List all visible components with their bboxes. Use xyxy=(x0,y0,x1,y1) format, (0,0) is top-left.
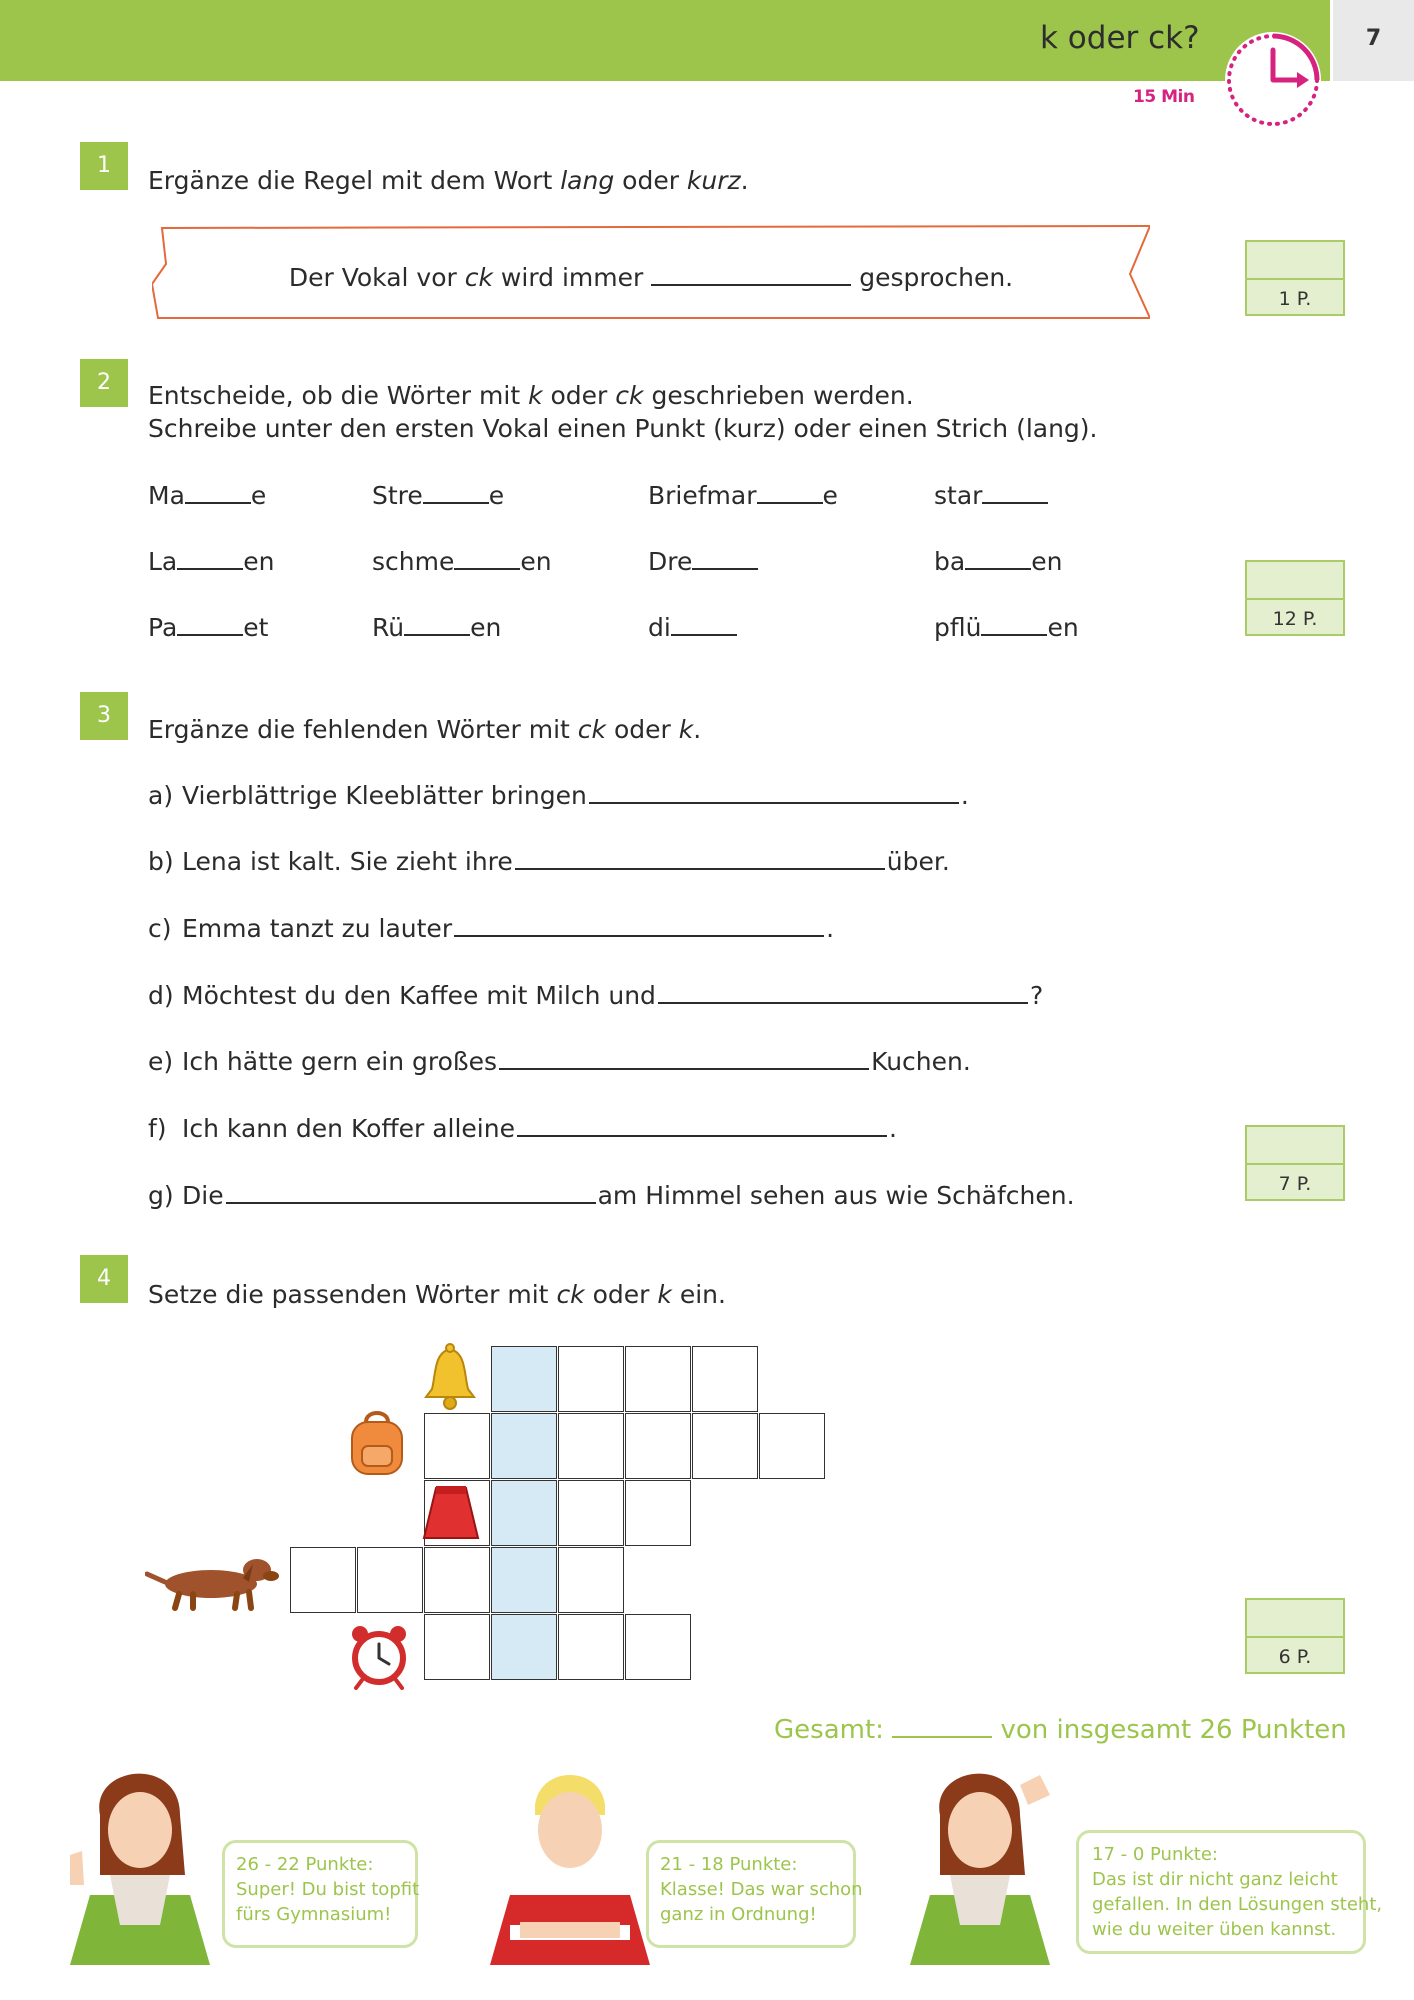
word-suffix: e xyxy=(250,481,267,510)
word-prefix: Stre xyxy=(372,481,423,510)
crossword-cell[interactable] xyxy=(558,1346,624,1412)
task-1-instruction: Ergänze die Regel mit dem Wort lang oder kurz. xyxy=(148,166,749,195)
task-3-instruction: Ergänze die fehlenden Wörter mit ck oder k. xyxy=(148,715,702,744)
word-suffix: en xyxy=(470,613,502,642)
rule-text: Der Vokal vor ck wird immer gesprochen. xyxy=(288,263,1014,292)
crossword-cell-solution[interactable] xyxy=(491,1413,557,1479)
crossword-cell[interactable] xyxy=(290,1547,356,1613)
sentence-label: a) xyxy=(148,781,174,810)
sentence-blank[interactable] xyxy=(515,846,885,870)
task-2-points-box[interactable] xyxy=(1245,560,1345,636)
girl-thinking-figure xyxy=(900,1755,1060,1965)
crossword-cell[interactable] xyxy=(424,1614,490,1680)
sentence-text: Ich kann den Koffer alleine xyxy=(182,1114,515,1143)
crossword-cell[interactable] xyxy=(558,1547,624,1613)
word-blank[interactable] xyxy=(177,546,243,570)
task-3-number: 3 xyxy=(80,692,128,740)
word-item xyxy=(372,612,501,642)
sentence-text: Lena ist kalt. Sie zieht ihre xyxy=(182,847,513,876)
word-item xyxy=(648,612,737,642)
crossword-cell[interactable] xyxy=(625,1614,691,1680)
sentence-label: c) xyxy=(148,914,172,943)
alarm-clock-icon xyxy=(334,1620,424,1690)
task-4-instruction: Setze die passenden Wörter mit ck oder k ein. xyxy=(148,1280,726,1309)
total-score-line: Gesamt: von insgesamt 26 Punkten xyxy=(774,1715,1347,1745)
page-title: k oder ck? xyxy=(1040,20,1200,56)
word-blank[interactable] xyxy=(981,612,1047,636)
task-2-instruction-line2: Schreibe unter den ersten Vokal einen Punkt (kurz) oder einen Strich (lang). xyxy=(148,414,1098,443)
task-4-number: 4 xyxy=(80,1255,128,1303)
crossword-cell[interactable] xyxy=(625,1480,691,1546)
crossword-cell-solution[interactable] xyxy=(491,1480,557,1546)
task-1-points: 1 P. xyxy=(1278,288,1312,310)
sentence-item xyxy=(148,846,950,876)
page-number: 7 xyxy=(1365,26,1382,51)
word-blank[interactable] xyxy=(965,546,1031,570)
sentence-text: Ich hätte gern ein großes xyxy=(182,1047,498,1076)
word-item xyxy=(372,546,552,576)
sentence-item xyxy=(148,980,1043,1010)
sentence-blank[interactable] xyxy=(589,780,959,804)
sentence-text: Vierblättrige Kleeblätter bringen xyxy=(182,781,587,810)
crossword-cell-solution[interactable] xyxy=(491,1547,557,1613)
sentence-ending: . xyxy=(826,914,835,943)
word-prefix: Ma xyxy=(148,481,185,510)
timer-label: 15 Min xyxy=(1133,87,1195,107)
sentence-ending: . xyxy=(888,1114,897,1143)
sentence-ending: Kuchen. xyxy=(871,1047,971,1076)
backpack-icon xyxy=(342,1408,414,1480)
word-suffix: e xyxy=(822,481,838,510)
sentence-blank[interactable] xyxy=(226,1180,596,1204)
word-blank[interactable] xyxy=(454,546,520,570)
sentence-label: f) xyxy=(148,1114,167,1143)
total-blank[interactable] xyxy=(892,1714,992,1738)
sentence-item xyxy=(148,913,834,943)
sentence-blank[interactable] xyxy=(454,913,824,937)
sentence-blank[interactable] xyxy=(658,980,1028,1004)
word-item xyxy=(372,480,504,510)
bell-icon xyxy=(420,1343,480,1413)
task-4-points: 6 P. xyxy=(1278,1646,1312,1668)
crossword-cell[interactable] xyxy=(558,1614,624,1680)
word-item xyxy=(648,480,838,510)
word-item xyxy=(148,612,268,642)
word-suffix: et xyxy=(243,613,269,642)
task-3-points-box[interactable] xyxy=(1245,1125,1345,1201)
sentence-item xyxy=(148,1046,971,1076)
crossword-cell[interactable] xyxy=(424,1547,490,1613)
word-prefix: star xyxy=(934,481,983,510)
word-suffix: e xyxy=(488,481,505,510)
task-4-points-box[interactable] xyxy=(1245,1598,1345,1674)
word-prefix: La xyxy=(148,547,178,576)
task-1-points-box[interactable] xyxy=(1245,240,1345,316)
sentence-text: Die xyxy=(182,1181,224,1210)
word-prefix: schme xyxy=(372,547,455,576)
word-blank[interactable] xyxy=(404,612,470,636)
word-prefix: Dre xyxy=(648,547,693,576)
crossword-cell-solution[interactable] xyxy=(491,1614,557,1680)
girl-thumbs-up-figure xyxy=(60,1755,210,1965)
word-blank[interactable] xyxy=(982,480,1048,504)
sentence-item xyxy=(148,1113,897,1143)
clock-icon xyxy=(1223,30,1323,130)
crossword-cell[interactable] xyxy=(625,1413,691,1479)
crossword-cell[interactable] xyxy=(759,1413,825,1479)
sentence-label: e) xyxy=(148,1047,174,1076)
word-item xyxy=(648,546,758,576)
sentence-item xyxy=(148,780,969,810)
word-blank[interactable] xyxy=(185,480,251,504)
score-bubble-low-text: 17 - 0 Punkte: Das ist dir nicht ganz leicht gefallen. In den Lösungen steht, wie du weiter üben kannst. xyxy=(1092,1844,1383,1940)
sentence-blank[interactable] xyxy=(517,1113,887,1137)
word-prefix: Briefmar xyxy=(648,481,757,510)
sentence-ending: am Himmel sehen aus wie Schäfchen. xyxy=(597,1181,1075,1210)
word-prefix: ba xyxy=(934,547,966,576)
word-blank[interactable] xyxy=(423,480,489,504)
crossword-cell[interactable] xyxy=(357,1547,423,1613)
sentence-ending: ? xyxy=(1029,981,1044,1010)
score-bubble-mid-text: 21 - 18 Punkte: Klasse! Das war schon ganz in Ordnung! xyxy=(660,1854,863,1925)
crossword-cell[interactable] xyxy=(558,1413,624,1479)
skirt-icon xyxy=(420,1484,482,1544)
crossword-cell-solution[interactable] xyxy=(491,1346,557,1412)
word-item xyxy=(934,480,1048,510)
score-bubble-high-text: 26 - 22 Punkte: Super! Du bist topfit fürs Gymnasium! xyxy=(236,1854,420,1925)
word-prefix: Pa xyxy=(148,613,178,642)
word-suffix: en xyxy=(520,547,552,576)
sentence-blank[interactable] xyxy=(499,1046,869,1070)
crossword-cell[interactable] xyxy=(692,1346,758,1412)
sentence-text: Emma tanzt zu lauter xyxy=(182,914,453,943)
word-blank[interactable] xyxy=(692,546,758,570)
crossword-cell[interactable] xyxy=(692,1413,758,1479)
word-suffix: en xyxy=(1031,547,1063,576)
word-suffix: en xyxy=(1047,613,1079,642)
crossword-cell[interactable] xyxy=(558,1480,624,1546)
sentence-label: d) xyxy=(148,981,174,1010)
word-blank[interactable] xyxy=(757,480,823,504)
task-2-instruction-line1: Entscheide, ob die Wörter mit k oder ck geschrieben werden. xyxy=(148,381,914,410)
word-item xyxy=(148,546,274,576)
crossword-cell[interactable] xyxy=(424,1413,490,1479)
dachshund-icon xyxy=(145,1548,285,1614)
sentence-ending: über. xyxy=(886,847,950,876)
word-item xyxy=(148,480,266,510)
word-item xyxy=(934,546,1062,576)
word-blank[interactable] xyxy=(177,612,243,636)
sentence-ending: . xyxy=(960,781,969,810)
word-prefix: pflü xyxy=(934,613,982,642)
sentence-text: Möchtest du den Kaffee mit Milch und xyxy=(182,981,656,1010)
word-prefix: Rü xyxy=(372,613,405,642)
word-suffix: en xyxy=(243,547,275,576)
crossword-cell[interactable] xyxy=(625,1346,691,1412)
task-3-points: 7 P. xyxy=(1278,1173,1312,1195)
task-2-points: 12 P. xyxy=(1272,608,1318,630)
boy-arms-crossed-figure xyxy=(490,1760,650,1965)
task-1-number: 1 xyxy=(80,142,128,190)
task-2-number: 2 xyxy=(80,359,128,407)
sentence-item xyxy=(148,1180,1075,1210)
word-blank[interactable] xyxy=(671,612,737,636)
rule-blank[interactable] xyxy=(651,262,851,286)
sentence-label: b) xyxy=(148,847,174,876)
word-item xyxy=(934,612,1079,642)
word-prefix: di xyxy=(648,613,671,642)
sentence-label: g) xyxy=(148,1181,174,1210)
